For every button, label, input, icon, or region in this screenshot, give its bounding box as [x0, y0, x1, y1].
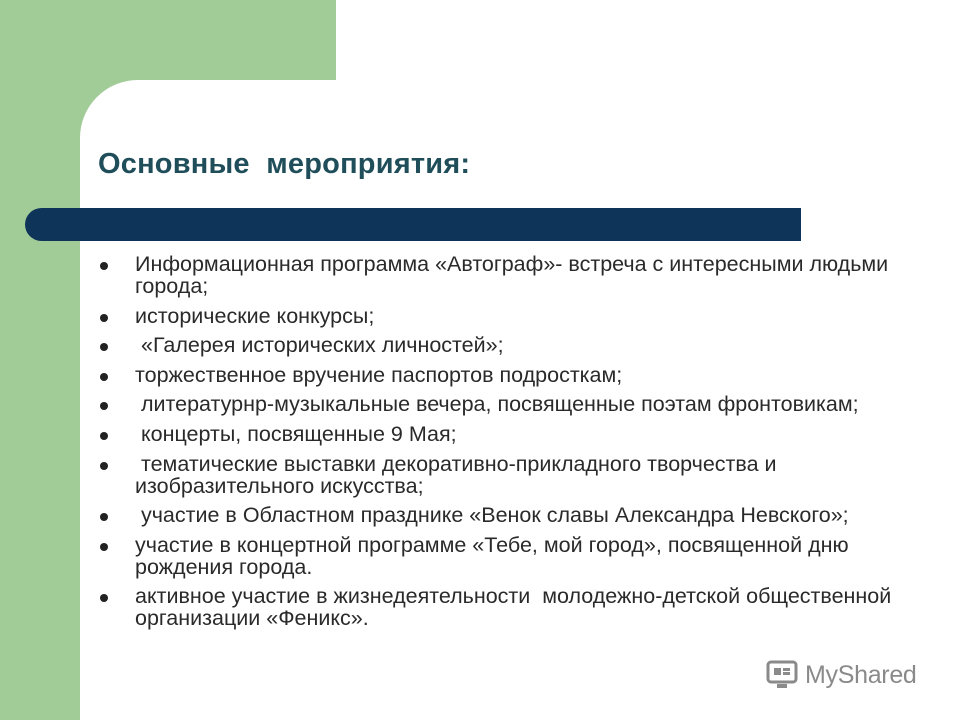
list-item: торжественное вручение паспортов подросткам; [98, 364, 898, 386]
bullet-icon [100, 402, 108, 410]
list-item: участие в Областном празднике «Венок славы Александра Невского»; [98, 504, 898, 526]
watermark-logo [766, 657, 917, 693]
bullet-icon [100, 543, 108, 551]
bullet-icon [100, 432, 108, 440]
slide-title: Основные мероприятия: [98, 148, 471, 180]
bullet-icon [100, 373, 108, 381]
bullet-icon [100, 594, 108, 602]
title-underline-bar [25, 208, 801, 241]
list-item: исторические конкурсы; [98, 305, 898, 327]
list-item: концерты, посвященные 9 Мая; [98, 423, 898, 445]
bullet-icon [100, 262, 108, 270]
bullet-icon [100, 314, 108, 322]
list-item: тематические выставки декоративно-прикладного творчества и изобразительного искусства; [98, 453, 898, 497]
list-item: «Галерея исторических личностей»; [98, 334, 898, 356]
watermark-text: MyShared [805, 660, 917, 689]
monitor-icon [766, 659, 800, 691]
list-item: участие в концертной программе «Тебе, мой город», посвященной дню рождения города. [98, 534, 898, 578]
list-item: активное участие в жизнедеятельности молодежно-детской общественной организации «Феникс». [98, 585, 898, 629]
bullet-icon [100, 343, 108, 351]
list-item: Информационная программа «Автограф»- встреча с интересными людьми города; [98, 253, 898, 297]
bullet-list [98, 253, 898, 637]
bullet-icon [100, 462, 108, 470]
bullet-icon [100, 513, 108, 521]
list-item: литературнр-музыкальные вечера, посвященные поэтам фронтовикам; [98, 393, 898, 415]
